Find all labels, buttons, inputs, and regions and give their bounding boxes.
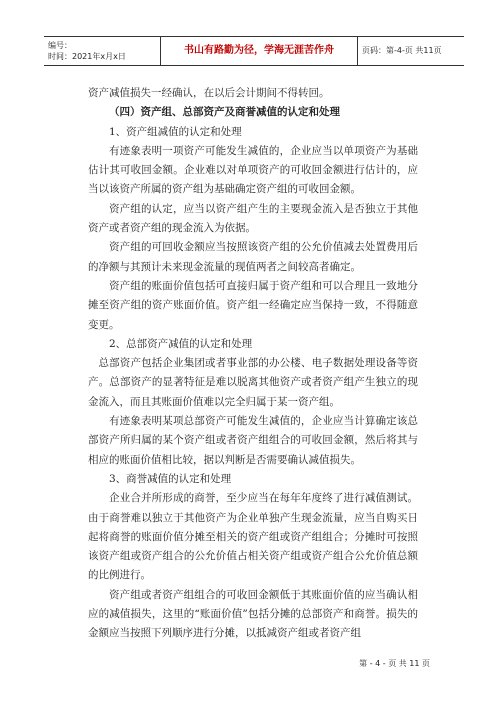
paragraph: 资产减值损失一经确认，在以后会计期间不得转回。	[88, 87, 330, 99]
paragraph: 资产组的账面价值包括可直接归属于资产组和可以合理且一致地分摊至资产组的资产账面价值。资产组一经确定应当保持一致，不得随意变更。	[88, 279, 418, 331]
time-label: 时间：2021年x月x日	[48, 52, 126, 61]
paragraph: 总部资产包括企业集团或者事业部的办公楼、电子数据处理设备等资产。总部资产的显著特征是难以脱离其他资产或者资产组产生独立的现金流入，而且其账面价值难以完全归属于某一资产组。	[88, 357, 418, 408]
page-footer: 第 - 4 - 页 共 11 页	[359, 659, 430, 668]
paragraph: 企业合并所形成的商誉，至少应当在每年年度终了进行减值测试。由于商誉难以独立于其他资产为企业单独产生现金流量，应当自购买日起将商誉的账面价值分摊至相关的资产组或资产组组合；分摊时可按照该资产组或资产组合的公允价值占相关资产组或资产组合公允价值总额的比例进行。	[88, 492, 418, 582]
page-header	[44, 36, 464, 66]
number-label: 编号：	[48, 41, 72, 50]
header-page-info: 页码：第-4-页 共11页	[362, 46, 442, 55]
subsection-heading: 3、商誉减值的认定和处理	[109, 472, 232, 485]
section-heading: （四）资产组、总部资产及商誉减值的认定和处理	[109, 106, 340, 119]
paragraph: 资产组的认定，应当以资产组产生的主要现金流入是否独立于其他资产或者资产组的现金流入为依据。	[88, 202, 418, 235]
subsection-heading: 2、总部资产减值的认定和处理	[109, 337, 253, 350]
paragraph: 资产组的可回收金额应当按照该资产组的公允价值减去处置费用后的净额与其预计未来现金流量的现值两者之间较高者确定。	[88, 241, 418, 273]
header-motto: 书山有路勤为径，学海无涯苦作舟	[160, 37, 358, 65]
subsection-heading: 1、资产组减值的认定和处理	[109, 125, 242, 138]
paragraph: 有迹象表明一项资产可能发生减值的，企业应当以单项资产为基础估计其可收回金额。企业难以对单项资产的可收回金额进行估计的，应当以该资产所属的资产组为基础确定资产组的可收回金额。	[88, 144, 418, 196]
header-meta	[44, 37, 160, 65]
paragraph: 资产组或者资产组组合的可收回金额低于其账面价值的应当确认相应的减值损失，这里的“账面价值”包括分摊的总部资产和商誉。损失的金额应当按照下列顺序进行分摊，以抵减资产组或者资产组	[88, 588, 418, 640]
document-body	[88, 84, 418, 644]
paragraph: 有迹象表明某项总部资产可能发生减值的，企业应当计算确定该总部资产所归属的某个资产组或者资产组组合的可收回金额，然后将其与相应的账面价值相比较，据以判断是否需要确认减值损失。	[88, 415, 418, 466]
